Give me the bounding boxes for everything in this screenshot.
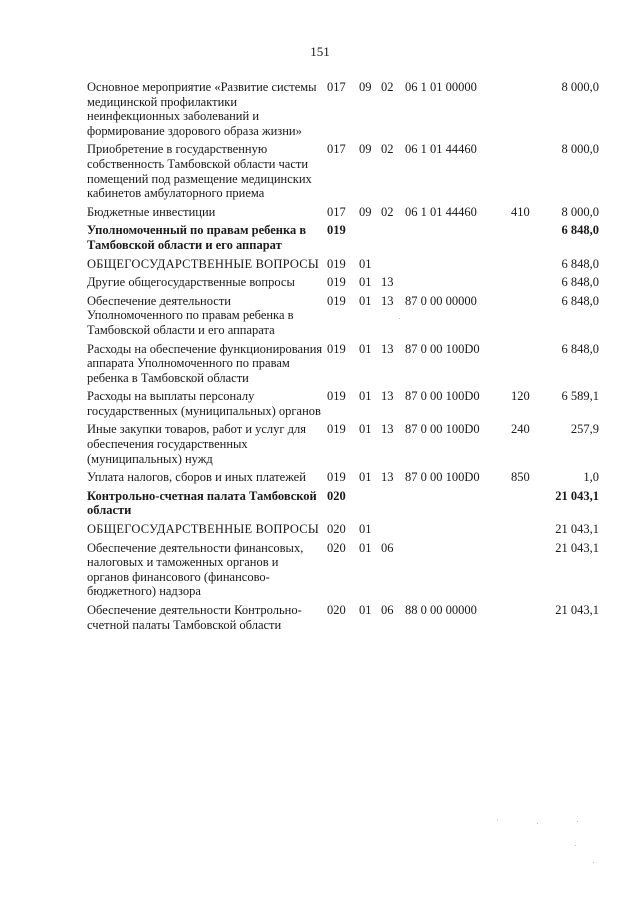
row-amount: 21 043,1	[555, 540, 599, 555]
row-ved-code: 019	[327, 389, 346, 404]
row-subsection-code: 06	[381, 540, 394, 555]
row-name: Обеспечение деятельности Уполномоченного по правам ребенка в Тамбовской области и его аппарата	[87, 293, 294, 337]
row-expense-type-code	[511, 257, 539, 276]
row-ved-code: 017	[327, 142, 346, 157]
table-row	[87, 257, 599, 276]
row-ved-code: 019	[327, 256, 346, 271]
row-name: Обеспечение деятельности Контрольно-счетной палаты Тамбовской области	[87, 603, 302, 632]
row-amount: 8 000,0	[561, 204, 599, 219]
row-amount: 21 043,1	[555, 603, 599, 617]
row-target-article-code	[405, 275, 511, 294]
row-expense-type-code	[511, 275, 539, 294]
row-name: Контрольно-счетная палата Тамбовской области	[87, 488, 317, 518]
row-ved-code: 020	[327, 488, 346, 503]
row-section-code: 01	[359, 256, 372, 271]
row-name: Расходы на обеспечение функционирования аппарата Уполномоченного по правам ребенка в Тамбовской области	[87, 341, 323, 385]
row-ved-code: 019	[327, 422, 346, 437]
row-target-article-code: 87 0 00 00000	[405, 293, 477, 308]
row-ved-code: 020	[327, 540, 346, 555]
row-name: Другие общегосударственные вопросы	[87, 275, 295, 290]
row-expense-type-code	[511, 522, 539, 541]
row-name: Приобретение в государственную собственность Тамбовской области части помещений под размещение медицинских кабинетов амбулаторного приема	[87, 142, 312, 201]
row-ved-code: 017	[327, 80, 346, 94]
row-subsection-code: 02	[381, 204, 394, 219]
row-ved-code: 019	[327, 223, 346, 238]
row-target-article-code	[405, 257, 511, 276]
table-row	[87, 422, 599, 470]
row-section-code: 09	[359, 142, 372, 157]
row-section-code: 01	[359, 389, 372, 404]
row-subsection-code	[381, 489, 405, 522]
row-amount: 8 000,0	[561, 80, 599, 94]
row-name: ОБЩЕГОСУДАРСТВЕННЫЕ ВОПРОСЫ	[87, 256, 319, 271]
row-subsection-code: 02	[381, 80, 394, 94]
row-target-article-code: 88 0 00 00000	[405, 603, 477, 617]
table-body	[87, 80, 599, 636]
table-row	[87, 489, 599, 522]
row-amount: 6 848,0	[561, 275, 599, 290]
row-amount: 6 848,0	[561, 256, 599, 271]
row-section-code: 09	[359, 204, 372, 219]
row-amount: 6 848,0	[561, 293, 599, 308]
row-subsection-code: 13	[381, 293, 394, 308]
row-target-article-code	[405, 541, 511, 603]
row-name: Уполномоченный по правам ребенка в Тамбовской области и его аппарат	[87, 223, 307, 252]
row-subsection-code: 06	[381, 603, 394, 617]
row-subsection-code: 13	[381, 470, 394, 485]
row-expense-type-code	[511, 80, 539, 142]
row-expense-type-code	[511, 294, 539, 342]
row-subsection-code	[381, 522, 405, 541]
table-row	[87, 223, 599, 256]
table-row	[87, 205, 599, 224]
row-name: Обеспечение деятельности финансовых, налоговых и таможенных органов и органов финансового (финансово-бюджетного) надзора	[87, 540, 304, 599]
row-section-code	[359, 489, 381, 522]
row-name: Иные закупки товаров, работ и услуг для обеспечения государственных (муниципальных) нужд	[87, 422, 307, 466]
row-subsection-code	[381, 257, 405, 276]
row-ved-code: 019	[327, 341, 346, 356]
row-expense-type-code	[511, 489, 539, 522]
row-subsection-code: 13	[381, 422, 394, 437]
table-row	[87, 142, 599, 204]
row-target-article-code: 06 1 01 44460	[405, 142, 477, 157]
row-section-code: 01	[359, 470, 372, 485]
row-target-article-code: 06 1 01 44460	[405, 204, 477, 219]
table-row	[87, 541, 599, 603]
row-amount: 257,9	[570, 422, 599, 437]
row-amount: 8 000,0	[561, 142, 599, 157]
row-target-article-code: 06 1 01 00000	[405, 80, 477, 94]
table-row	[87, 80, 599, 142]
row-section-code: 01	[359, 293, 372, 308]
row-subsection-code: 02	[381, 142, 394, 157]
row-amount: 1,0	[583, 470, 599, 485]
row-subsection-code: 13	[381, 389, 394, 404]
row-subsection-code: 13	[381, 275, 394, 290]
row-name: Бюджетные инвестиции	[87, 204, 216, 219]
row-target-article-code: 87 0 00 100D0	[405, 470, 480, 485]
row-amount: 21 043,1	[555, 522, 599, 537]
row-amount: 21 043,1	[555, 488, 599, 503]
row-ved-code: 020	[327, 603, 346, 617]
row-section-code: 01	[359, 522, 372, 537]
row-target-article-code: 87 0 00 100D0	[405, 389, 480, 404]
row-expense-type-code	[511, 342, 539, 390]
table-row	[87, 522, 599, 541]
row-target-article-code: 87 0 00 100D0	[405, 341, 480, 356]
row-name: Уплата налогов, сборов и иных платежей	[87, 470, 306, 485]
row-expense-type-code	[511, 223, 539, 256]
row-amount: 6 848,0	[561, 341, 599, 356]
row-subsection-code	[381, 223, 405, 256]
table-row	[87, 294, 599, 342]
row-expense-type-code: 240	[511, 422, 530, 437]
page-number: 151	[310, 44, 330, 59]
row-ved-code: 020	[327, 522, 346, 537]
row-name: Основное мероприятие «Развитие системы медицинской профилактики неинфекционных заболеваний и формирование здорового образа жизни»	[87, 80, 317, 138]
budget-table	[87, 80, 599, 636]
table-row	[87, 342, 599, 390]
row-ved-code: 019	[327, 293, 346, 308]
row-ved-code: 019	[327, 470, 346, 485]
row-section-code: 01	[359, 422, 372, 437]
row-expense-type-code	[511, 603, 539, 636]
row-section-code: 01	[359, 540, 372, 555]
row-section-code: 01	[359, 341, 372, 356]
row-expense-type-code: 120	[511, 389, 530, 404]
table-row	[87, 275, 599, 294]
row-target-article-code: 87 0 00 100D0	[405, 422, 480, 437]
row-expense-type-code: 410	[511, 204, 530, 219]
row-subsection-code: 13	[381, 341, 394, 356]
row-expense-type-code	[511, 541, 539, 603]
row-target-article-code	[405, 223, 511, 256]
row-ved-code: 017	[327, 204, 346, 219]
row-section-code: 01	[359, 603, 372, 617]
row-name: ОБЩЕГОСУДАРСТВЕННЫЕ ВОПРОСЫ	[87, 522, 319, 537]
row-name: Расходы на выплаты персоналу государственных (муниципальных) органов	[87, 389, 321, 418]
row-expense-type-code: 850	[511, 470, 530, 485]
row-amount: 6 848,0	[561, 223, 599, 238]
row-section-code: 01	[359, 275, 372, 290]
row-target-article-code	[405, 522, 511, 541]
row-target-article-code	[405, 489, 511, 522]
row-expense-type-code	[511, 142, 539, 204]
row-section-code: 09	[359, 80, 372, 94]
row-section-code	[359, 223, 381, 256]
table-row	[87, 603, 599, 636]
row-amount: 6 589,1	[561, 389, 599, 404]
table-row	[87, 470, 599, 489]
row-ved-code: 019	[327, 275, 346, 290]
table-row	[87, 389, 599, 422]
